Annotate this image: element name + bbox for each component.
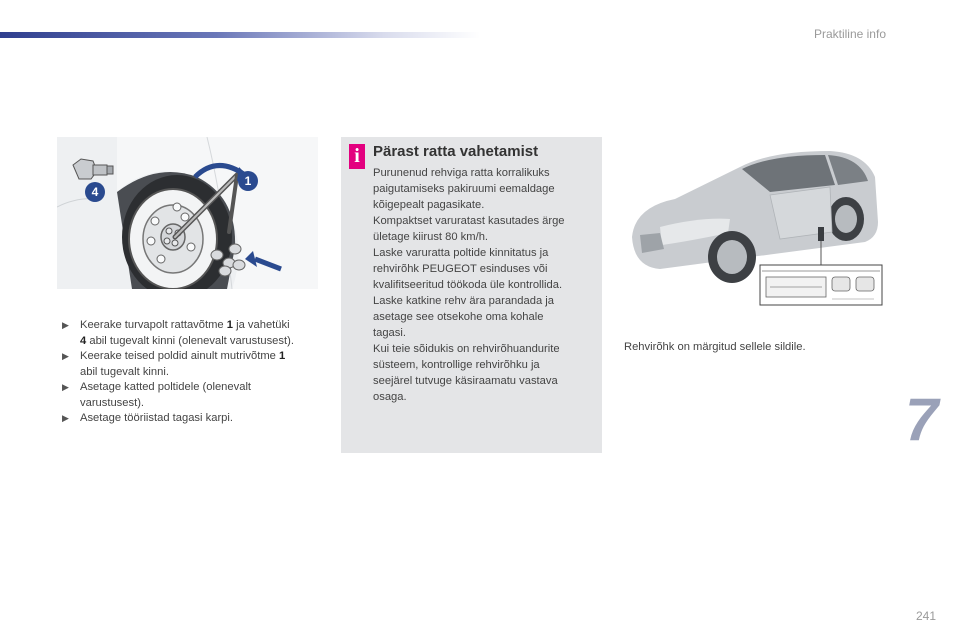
callout-1-badge (238, 171, 258, 191)
info-line: kvalifitseeritud töökoda üle kontrollida. (373, 279, 563, 291)
bullet-icon: ▶ (62, 351, 69, 361)
step-line: ▶ Keerake teised poldid ainult mutrivõtme 1 (62, 349, 324, 365)
wheel-bolts-illustration (57, 137, 318, 289)
info-line: kõigepealt pagasikate. (373, 199, 485, 211)
header-accent-bar (0, 32, 480, 38)
info-box-body (373, 165, 593, 405)
car-caption: Rehvirõhk on märgitud sellele sildile. (624, 341, 806, 353)
callout-1-label: 1 (244, 174, 252, 188)
step-line: ▶ Asetage katted poltidele (olenevalt (62, 380, 324, 396)
car-label-illustration (620, 137, 885, 312)
info-line: Laske varuratta poltide kinnitatus ja (373, 247, 549, 259)
bullet-icon: ▶ (62, 413, 69, 423)
info-box-title: Pärast ratta vahetamist (373, 143, 539, 160)
step-line: ▶ Keerake turvapolt rattavõtme 1 ja vahetüki (62, 318, 324, 334)
info-line: tagasi. (373, 327, 406, 339)
step-line: varustusest). (80, 396, 145, 409)
info-line: Laske katkine rehv ära parandada ja (373, 295, 554, 307)
info-line: Kompaktset varuratast kasutades ärge (373, 215, 565, 227)
info-line: asetage see otsekohe oma kohale (373, 311, 544, 323)
chapter-number: 7 (905, 386, 939, 453)
bullet-icon: ▶ (62, 382, 69, 392)
info-line: osaga. (373, 391, 407, 403)
info-line: Kui teie sõidukis on rehvirõhuandurite (373, 343, 560, 355)
steps-list (62, 318, 324, 427)
section-title: Praktiline info (813, 27, 886, 41)
callout-4-badge (85, 182, 105, 202)
info-line: seejärel tutvuge käsiraamatu vastava (373, 375, 558, 387)
info-line: rehvirõhk PEUGEOT esinduses või (373, 263, 548, 275)
bullet-icon: ▶ (62, 320, 69, 330)
info-line: ületage kiirust 80 km/h. (373, 231, 489, 243)
info-line: paigutamiseks pakiruumi eemaldage (373, 183, 555, 195)
info-line: süsteem, kontrollige rehvirõhku ja (373, 359, 540, 371)
info-icon: i (349, 144, 365, 169)
callout-4-label: 4 (91, 185, 99, 199)
info-box (341, 137, 602, 453)
step-line: 4 abil tugevalt kinni (olenevalt varustusest). (80, 334, 294, 347)
step-line: ▶ Asetage tööriistad tagasi karpi. (62, 411, 324, 427)
page-number: 241 (915, 609, 936, 623)
info-line: Purunenud rehviga ratta korralikuks (373, 167, 550, 179)
step-line: abil tugevalt kinni. (80, 365, 169, 378)
